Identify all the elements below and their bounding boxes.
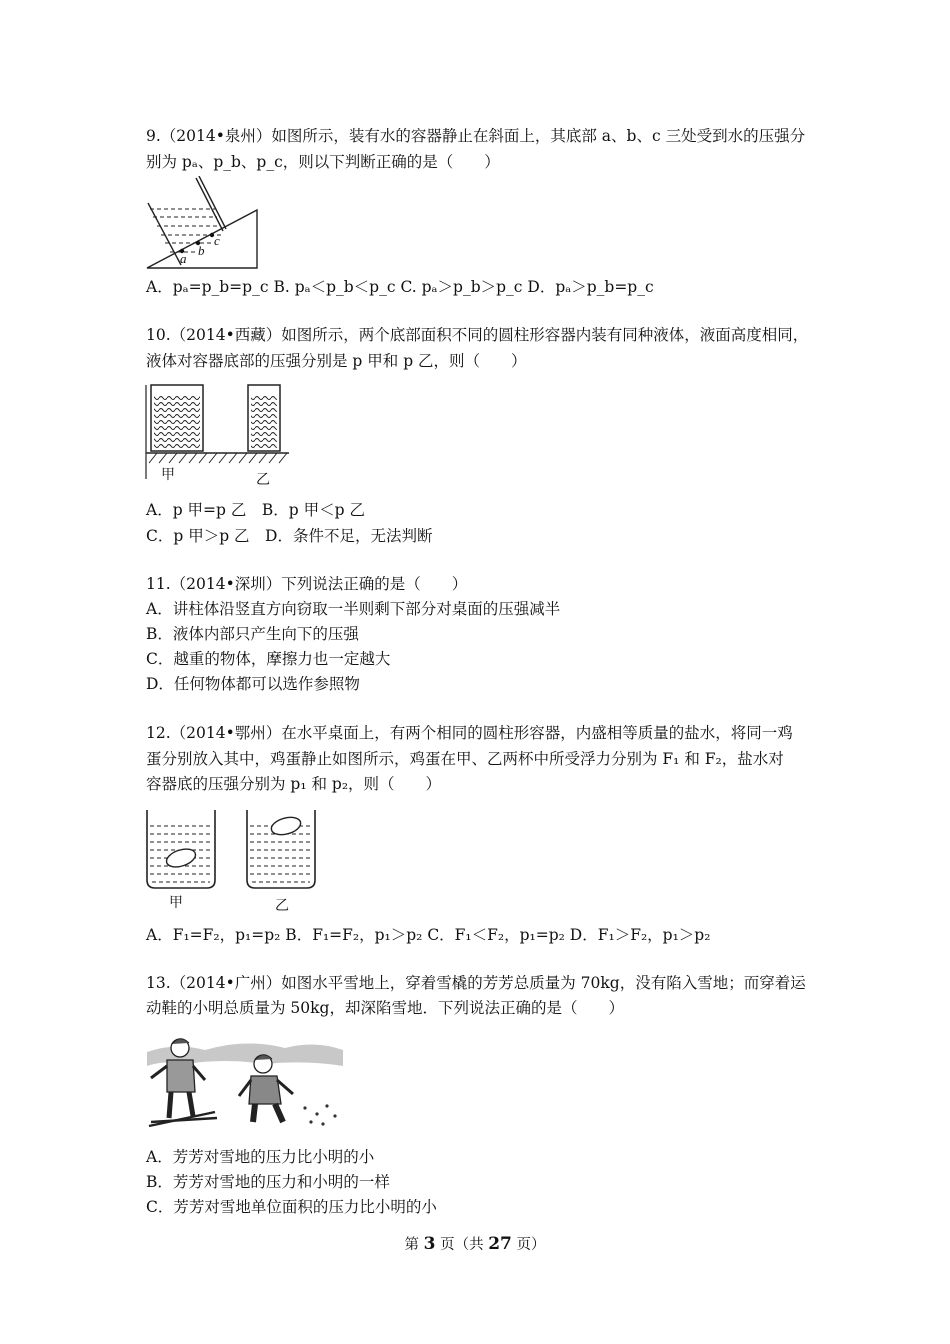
footer-total-pages: 27 (488, 1234, 512, 1254)
q12-stem-line3: 容器底的压强分别为 p₁ 和 p₂，则（ ） (146, 775, 442, 793)
q12-options: A．F₁=F₂，p₁=p₂ B．F₁=F₂，p₁＞p₂ C．F₁＜F₂，p₁=p₂ D．F₁＞F₂，p₁＞p₂ (146, 926, 711, 944)
q9-label-a: a (180, 251, 187, 266)
q13-stem-line1: 13.（2014•广州）如图水平雪地上，穿着雪橇的芳芳总质量为 70kg，没有陷入雪地；而穿着运 (146, 974, 806, 992)
q9-stem-line2: 别为 pₐ、p_b、p_c，则以下判断正确的是（ ） (146, 153, 500, 171)
q12-egg-beakers-figure (143, 806, 318, 916)
q13-option-c: C．芳芳对雪地单位面积的压力比小明的小 (146, 1198, 437, 1216)
q9-incline-container-figure (145, 176, 260, 272)
xiaoming-walker-figure (239, 1055, 293, 1122)
footer-suffix: 页） (511, 1237, 546, 1253)
q9-label-b: b (198, 243, 205, 258)
q11-option-d: D．任何物体都可以选作参照物 (146, 675, 360, 693)
q10-two-containers-figure (143, 383, 291, 489)
q11-option-c: C．越重的物体，摩擦力也一定越大 (146, 650, 391, 668)
q9-stem-line1: 9.（2014•泉州）如图所示，装有水的容器静止在斜面上，其底部 a、b、c 三处受到水的压强分 (146, 127, 806, 145)
q13-option-b: B．芳芳对雪地的压力和小明的一样 (146, 1173, 390, 1191)
q9-options: A．pₐ=p_b=p_c B. pₐ＜p_b＜p_c C. pₐ＞p_b＞p_c D．pₐ＞p_b=p_c (146, 278, 654, 296)
q10-label-jia: 甲 (161, 467, 175, 483)
q13-option-a: A．芳芳对雪地的压力比小明的小 (146, 1148, 375, 1166)
q11-option-b: B．液体内部只产生向下的压强 (146, 625, 359, 643)
footer-middle: 页（共 (435, 1237, 489, 1253)
q10-options-line1: A．p 甲=p 乙 B．p 甲＜p 乙 (146, 501, 365, 519)
q11-option-a: A．讲柱体沿竖直方向窃取一半则剩下部分对桌面的压强减半 (146, 600, 561, 618)
q10-label-yi: 乙 (256, 472, 270, 488)
q12-label-yi: 乙 (275, 898, 289, 914)
q12-stem-line2: 蛋分别放入其中，鸡蛋静止如图所示，鸡蛋在甲、乙两杯中所受浮力分别为 F₁ 和 F₂，盐水对 (146, 750, 784, 768)
q13-snow-scene-figure (145, 1030, 345, 1130)
q10-options-line2: C．p 甲＞p 乙 D．条件不足，无法判断 (146, 527, 433, 545)
q13-stem-line2: 动鞋的小明总质量为 50kg，却深陷雪地．下列说法正确的是（ ） (146, 999, 624, 1017)
q12-stem-line1: 12.（2014•鄂州）在水平桌面上，有两个相同的圆柱形容器，内盛相等质量的盐水，将同一鸡 (146, 724, 793, 742)
footer-page-number: 3 (423, 1234, 436, 1254)
page-footer (0, 1233, 950, 1254)
q10-stem-line2: 液体对容器底部的压强分别是 p 甲和 p 乙，则（ ） (146, 352, 527, 370)
q12-label-jia: 甲 (169, 895, 183, 911)
footer-prefix: 第 (404, 1237, 424, 1253)
q11-stem: 11.（2014•深圳）下列说法正确的是（ ） (146, 575, 468, 593)
q9-label-c: c (214, 233, 220, 248)
q10-stem-line1: 10.（2014•西藏）如图所示，两个底部面积不同的圆柱形容器内装有同种液体，液面高度相同， (146, 326, 809, 344)
q12-egg-jia (164, 846, 197, 870)
